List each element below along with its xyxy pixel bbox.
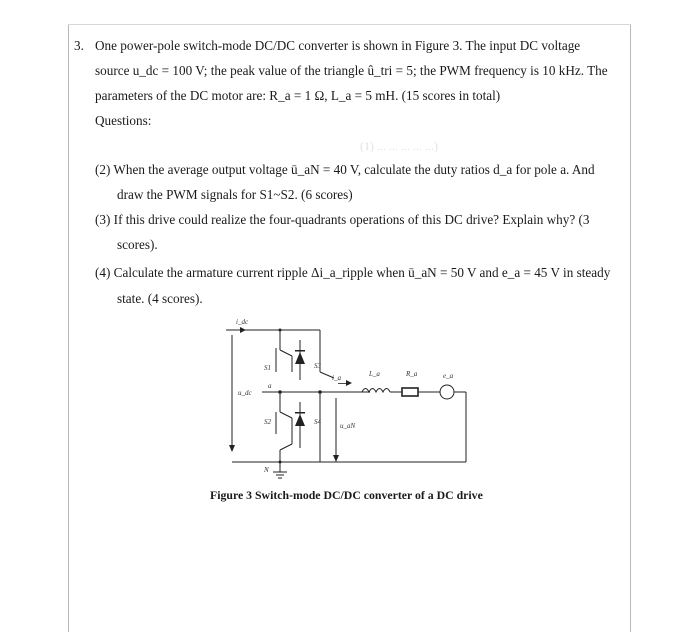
label-udc: u_dc bbox=[238, 389, 252, 397]
label-node-n: N bbox=[264, 466, 269, 474]
label-s4: S4 bbox=[314, 418, 321, 426]
intro-line-1: One power-pole switch-mode DC/DC converter is shown in Figure 3. The input DC voltage bbox=[95, 38, 581, 53]
diode-d2-bar bbox=[295, 412, 305, 414]
label-ea: e_a bbox=[443, 372, 454, 380]
question-3-line-2: scores). bbox=[117, 237, 158, 252]
udc-arrowhead bbox=[229, 445, 235, 452]
label-idc: i_dc bbox=[236, 318, 249, 326]
emf-source-ea bbox=[440, 385, 454, 399]
uan-arrowhead bbox=[333, 455, 339, 462]
node-a-dot bbox=[278, 390, 282, 394]
intro-line-3: parameters of the DC motor are: R_a = 1 Ω, L_a = 5 mH. (15 scores in total) bbox=[95, 88, 501, 103]
label-ra: R_a bbox=[406, 370, 418, 378]
ia-arrow-line bbox=[338, 383, 347, 384]
inductor-la bbox=[362, 389, 390, 393]
node-b-dot bbox=[318, 390, 322, 394]
question-number: 3. bbox=[74, 38, 84, 53]
label-node-a: a bbox=[268, 382, 272, 390]
switch-s2-body bbox=[280, 412, 292, 418]
question-3-line-1: (3) If this drive could realize the four-quadrants operations of this DC drive? Explain why? (3 bbox=[95, 212, 590, 227]
s2-lower bbox=[280, 444, 292, 450]
label-s3: S3 bbox=[314, 362, 321, 370]
intro-line-2: source u_dc = 100 V; the peak value of the triangle û_tri = 5; the PWM frequency is 10 kHz. The bbox=[95, 63, 608, 78]
idc-arrowhead bbox=[240, 327, 246, 333]
resistor-ra bbox=[402, 388, 418, 396]
diode-d1-bar bbox=[295, 350, 305, 352]
question-4-line-2: state. (4 scores). bbox=[117, 291, 203, 306]
label-uan: u_aN bbox=[340, 422, 356, 430]
question-4-line-1: (4) Calculate the armature current ripple Δi_a_ripple when ū_aN = 50 V and e_a = 45 V in steady bbox=[95, 265, 611, 280]
label-ia: i_a bbox=[332, 374, 341, 382]
diode-d1 bbox=[295, 352, 305, 364]
question-2-line-2: draw the PWM signals for S1~S2. (6 scores) bbox=[117, 187, 353, 202]
questions-label: Questions: bbox=[95, 113, 152, 128]
node-n-dot bbox=[279, 461, 282, 464]
question-2-line-1: (2) When the average output voltage ū_aN = 40 V, calculate the duty ratios d_a for pole a. And bbox=[95, 162, 595, 177]
label-s1: S1 bbox=[264, 364, 271, 372]
switch-s1-body bbox=[280, 350, 292, 356]
node-top-dot bbox=[279, 329, 282, 332]
figure-caption: Figure 3 Switch-mode DC/DC converter of a DC drive bbox=[210, 488, 483, 502]
label-s2: S2 bbox=[264, 418, 271, 426]
diode-d2 bbox=[295, 414, 305, 426]
faded-question-1: (1) ... ... ... ... ...) bbox=[360, 139, 438, 153]
label-la: L_a bbox=[369, 370, 380, 378]
